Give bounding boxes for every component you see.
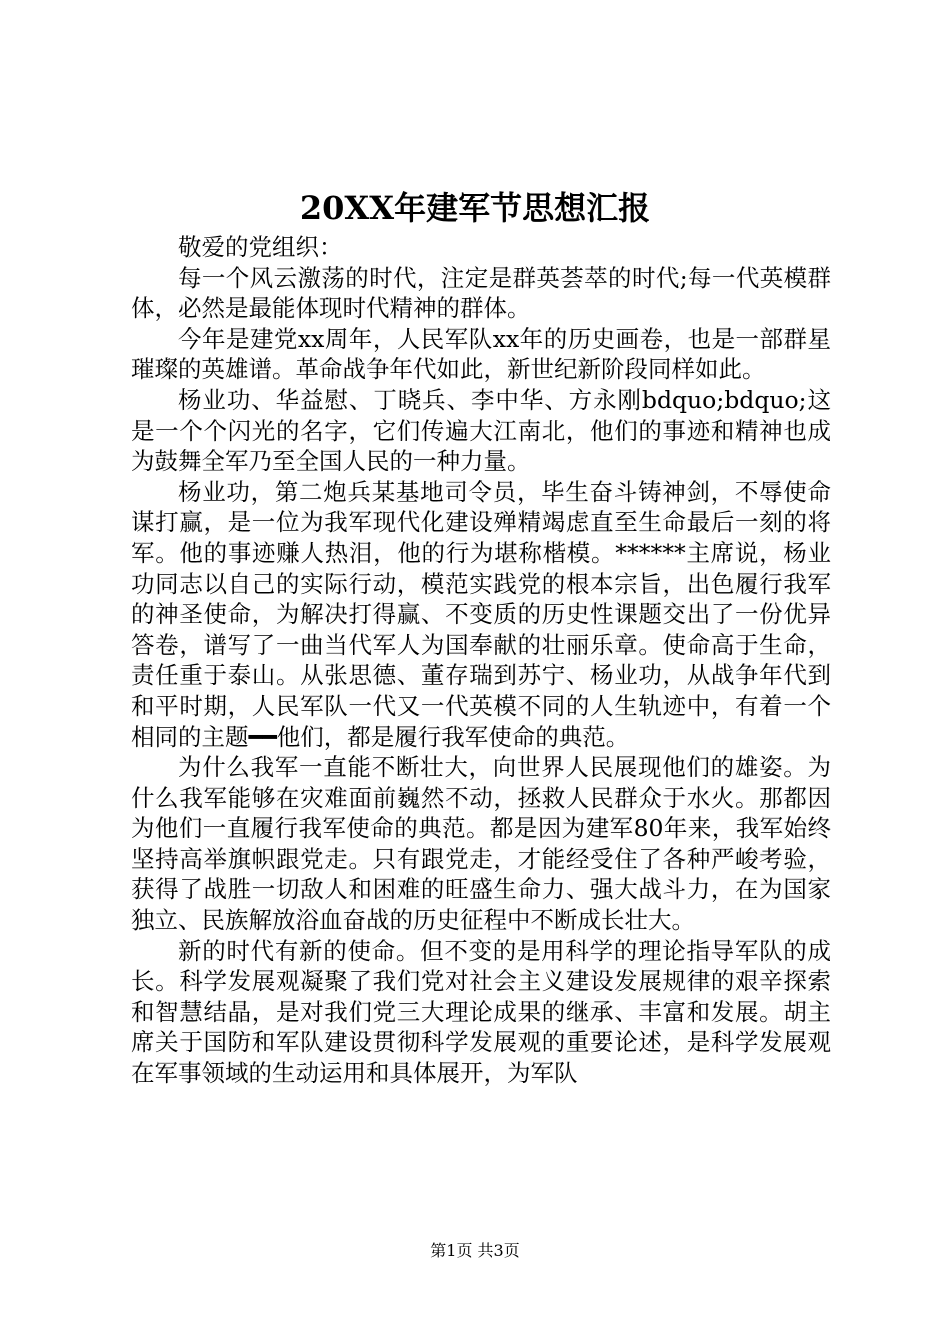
body-paragraph-1: 每一个风云激荡的时代，注定是群英荟萃的时代;每一代英模群体，必然是最能体现时代精神的群体。 (131, 263, 831, 323)
body-paragraph-2: 今年是建党xx周年，人民军队xx年的历史画卷，也是一部群星璀璨的英雄谱。革命战争年代如此，新世纪新阶段同样如此。 (131, 324, 831, 384)
body-paragraph-4: 杨业功，第二炮兵某基地司令员，毕生奋斗铸神剑，不辱使命谋打赢，是一位为我军现代化建设殚精竭虑直至生命最后一刻的将军。他的事迹赚人热泪，他的行为堪称楷模。******主席说，杨业功同志以自己的实际行动，模范实践党的根本宗旨，出色履行我军的神圣使命，为解决打得赢、不变质的历史性课题交出了一份优异答卷，谱写了一曲当代军人为国奉献的壮丽乐章。使命高于生命，责任重于泰山。从张思德、董存瑞到苏宁、杨业功，从战争年代到和平时期，人民军队一代又一代英模不同的人生轨迹中，有着一个相同的主题━━他们，都是履行我军使命的典范。 (131, 477, 831, 751)
document-title: 20XX年建军节思想汇报 (299, 189, 651, 227)
page-footer: 第1页 共3页 (430, 1241, 520, 1260)
body-paragraph-6: 新的时代有新的使命。但不变的是用科学的理论指导军队的成长。科学发展观凝聚了我们党对社会主义建设发展规律的艰辛探索和智慧结晶，是对我们党三大理论成果的继承、丰富和发展。胡主席关于国防和军队建设贯彻科学发展观的重要论述，是科学发展观在军事领域的生动运用和具体展开，为军队 (131, 936, 831, 1088)
salutation-paragraph: 敬爱的党组织： (178, 233, 343, 261)
body-paragraph-5: 为什么我军一直能不断壮大，向世界人民展现他们的雄姿。为什么我军能够在灾难面前巍然不动，拯救人民群众于水火。那都因为他们一直履行我军使命的典范。都是因为建军80年来，我军始终坚持高举旗帜跟党走。只有跟党走，才能经受住了各种严峻考验，获得了战胜一切敌人和困难的旺盛生命力、强大战斗力，在为国家独立、民族解放浴血奋战的历史征程中不断成长壮大。 (131, 753, 831, 935)
document-body (131, 232, 831, 1089)
body-paragraph-3: 杨业功、华益慰、丁晓兵、李中华、方永刚bdquo;bdquo;这是一个个闪光的名字，它们传遍大江南北，他们的事迹和精神也成为鼓舞全军乃至全国人民的一种力量。 (131, 385, 831, 476)
